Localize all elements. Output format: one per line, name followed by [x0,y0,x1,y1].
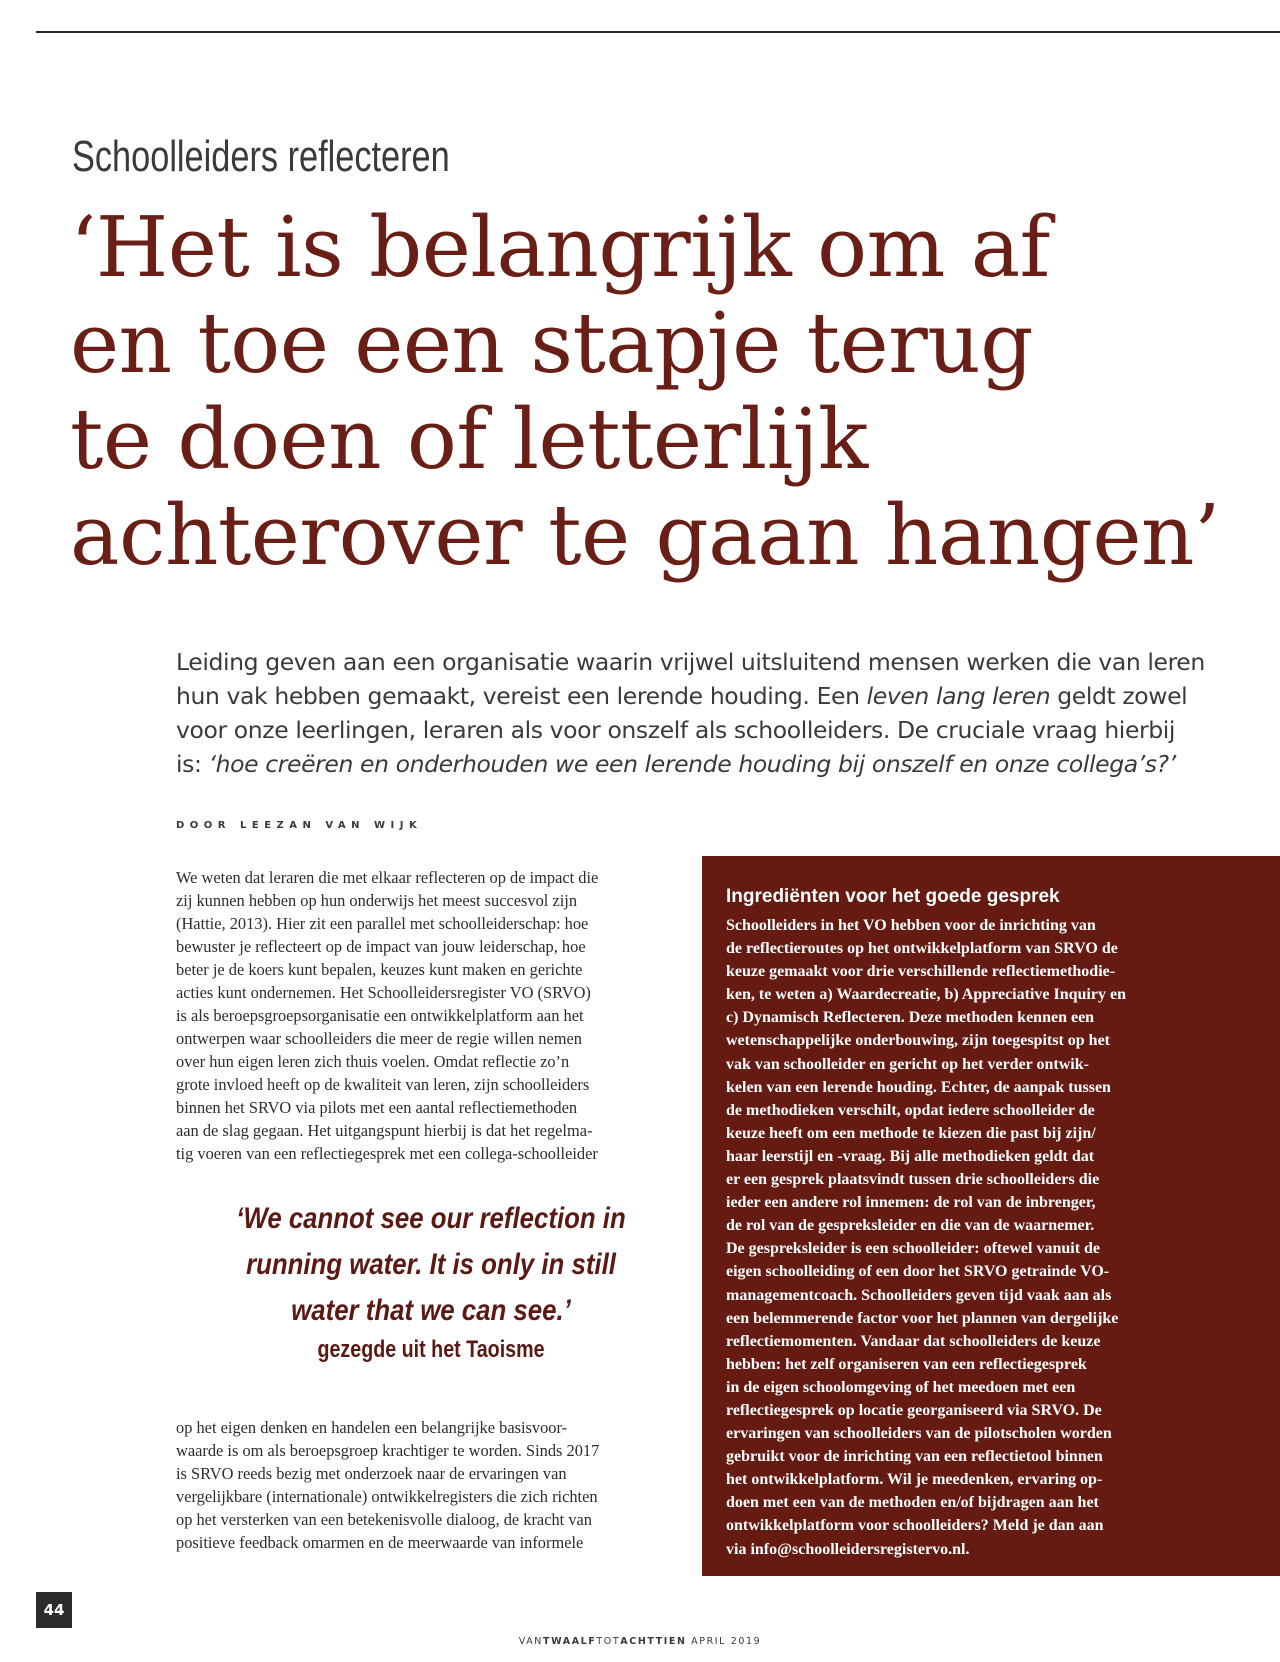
headline-line: achterover te gaan hangen’ [70,487,1220,584]
pull-quote-line: running water. It is only in still [246,1248,616,1281]
sidebar-line: vak van schoolleider en gericht op het verder ontwik- [726,1055,1089,1073]
sidebar-line: in de eigen schoolomgeving of het meedoen met een [726,1378,1076,1396]
body-line: bewuster je reflecteert op de impact van jouw leiderschap, hoe [176,937,586,956]
body-column-first [176,866,686,1165]
pull-quote-line: ‘We cannot see our reflection in [236,1202,626,1235]
sidebar-line: reflectiemomenten. Vandaar dat schoolleiders de keuze [726,1332,1101,1350]
sidebar-line: ieder een andere rol innemen: de rol van de inbrenger, [726,1194,1096,1212]
intro-paragraph [176,645,1216,781]
body-line: positieve feedback omarmen en de meerwaarde van informele [176,1533,584,1552]
top-rule [36,31,1280,33]
page-number: 44 [36,1592,72,1628]
body-line: waarde is om als beroepsgroep krachtiger te worden. Sinds 2017 [176,1441,600,1460]
body-line: vergelijkbare (internationale) ontwikkelregisters die zich richten [176,1487,598,1506]
body-line: zij kunnen hebben op hun onderwijs het meest succesvol zijn [176,891,578,910]
intro-text: is: [176,750,209,778]
pull-quote-source: gezegde uit het Taoisme [317,1336,545,1363]
body-line: tig voeren van een reflectiegesprek met een collega-schoolleider [176,1144,598,1163]
body-line: beter je de koers kunt bepalen, keuzes kunt maken en gerichte [176,960,583,979]
headline-line: te doen of letterlijk [70,391,868,488]
intro-emphasis: leven lang leren [866,682,1051,710]
body-line: ontwerpen waar schoolleiders die meer de regie willen nemen [176,1029,582,1048]
sidebar-line: De gespreksleider is een schoolleider: oftewel vanuit de [726,1240,1101,1258]
sidebar-text [726,914,1266,1561]
body-line: grote invloed heeft op de kwaliteit van leren, zijn schoolleiders [176,1075,590,1094]
footer-text: TWAALF [543,1636,597,1647]
sidebar-line: er een gesprek plaatsvindt tussen drie schoolleiders die [726,1171,1100,1189]
sidebar-line: kelen van een lerende houding. Echter, de aanpak tussen [726,1078,1111,1096]
sidebar-line: ontwikkelplatform voor schoolleiders? Meld je dan aan [726,1517,1104,1535]
body-line: over hun eigen leren zich thuis voelen. Omdat reflectie zo’n [176,1052,570,1071]
sidebar-line: keuze heeft om een methode te kiezen die past bij zijn/ [726,1124,1096,1142]
footer-text: ACHTTIEN [620,1636,687,1647]
intro-line [176,747,1216,781]
intro-text: geldt zowel [1050,682,1188,710]
body-line: is SRVO reeds bezig met onderzoek naar de ervaringen van [176,1464,567,1483]
intro-line: voor onze leerlingen, leraren als voor onszelf als schoolleiders. De cruciale vraag hierbij [176,716,1176,744]
magazine-footer [0,1636,1280,1647]
sidebar-line: c) Dynamisch Reflecteren. Deze methoden kennen een [726,1009,1095,1027]
section-kicker: Schoolleiders reflecteren [72,132,450,181]
sidebar-line: de reflectieroutes op het ontwikkelplatform van SRVO de [726,940,1118,958]
sidebar-email-line: via info@schoolleidersregistervo.nl. [726,1540,970,1558]
sidebar-line: ervaringen van schoolleiders van de pilotscholen worden [726,1425,1112,1443]
sidebar-line: keuze gemaakt voor drie verschillende reflectiemethodie- [726,963,1116,981]
intro-question: ‘hoe creëren en onderhouden we een lerende houding bij onszelf en onze collega’s?’ [208,750,1176,778]
body-line: op het eigen denken en handelen een belangrijke basisvoor- [176,1418,568,1437]
sidebar-line: doen met een van de methoden en/of bijdragen aan het [726,1494,1099,1512]
intro-line: Leiding geven aan een organisatie waarin vrijwel uitsluitend mensen werken die van leren [176,648,1205,676]
sidebar-line: het ontwikkelplatform. Wil je meedenken, ervaring op- [726,1471,1103,1489]
pull-quote-line: water that we can see.’ [291,1294,571,1327]
sidebar-line: een belemmerende factor voor het plannen van dergelijke [726,1309,1119,1327]
body-line: (Hattie, 2013). Hier zit een parallel met schoolleiderschap: hoe [176,914,589,933]
byline: DOOR LEEZAN VAN WIJK [176,820,423,831]
sidebar-line: de rol van de gespreksleider en die van de waarnemer. [726,1217,1095,1235]
sidebar-line: reflectiegesprek op locatie georganiseerd via SRVO. De [726,1401,1102,1419]
footer-text: TOT [596,1636,621,1647]
body-line: op het versterken van een betekenisvolle dialoog, de kracht van [176,1510,592,1529]
body-line: acties kunt ondernemen. Het Schoolleidersregister VO (SRVO) [176,983,591,1002]
sidebar-line: managementcoach. Schoolleiders geven tijd vaak aan als [726,1286,1112,1304]
body-line: aan de slag gegaan. Het uitgangspunt hierbij is dat het regelma- [176,1121,593,1140]
sidebar-line: gebruikt voor de inrichting van een reflectietool binnen [726,1448,1103,1466]
sidebar-line: haar leerstijl en -vraag. Bij alle methodieken geldt dat [726,1147,1095,1165]
headline-line: en toe een stapje terug [70,295,1033,392]
sidebar-line: Schoolleiders in het VO hebben voor de inrichting van [726,917,1096,934]
footer-date: APRIL 2019 [686,1636,762,1647]
sidebar-line: de methodieken verschilt, opdat iedere schoolleider de [726,1101,1095,1119]
intro-line [176,679,1216,713]
sidebar-box [702,856,1280,1576]
headline [70,199,1220,584]
intro-text: hun vak hebben gemaakt, vereist een lerende houding. Een [176,682,867,710]
headline-line: ‘Het is belangrijk om af [70,199,1050,296]
footer-text: VAN [518,1636,544,1647]
pull-quote [176,1196,686,1334]
body-line: binnen het SRVO via pilots met een aantal reflectiemethoden [176,1098,578,1117]
sidebar-line: hebben: het zelf organiseren van een reflectiegesprek [726,1355,1087,1373]
sidebar-title: Ingrediënten voor het goede gesprek [726,886,1060,907]
body-column-second [176,1416,686,1554]
body-line: We weten dat leraren die met elkaar reflecteren op de impact die [176,868,599,887]
sidebar-line: wetenschappelijke onderbouwing, zijn toegespitst op het [726,1032,1111,1050]
sidebar-line: eigen schoolleiding of een door het SRVO getrainde VO- [726,1263,1110,1281]
sidebar-line: ken, te weten a) Waardecreatie, b) Appreciative Inquiry en [726,986,1126,1004]
body-line: is als beroepsgroepsorganisatie een ontwikkelplatform aan het [176,1006,584,1025]
